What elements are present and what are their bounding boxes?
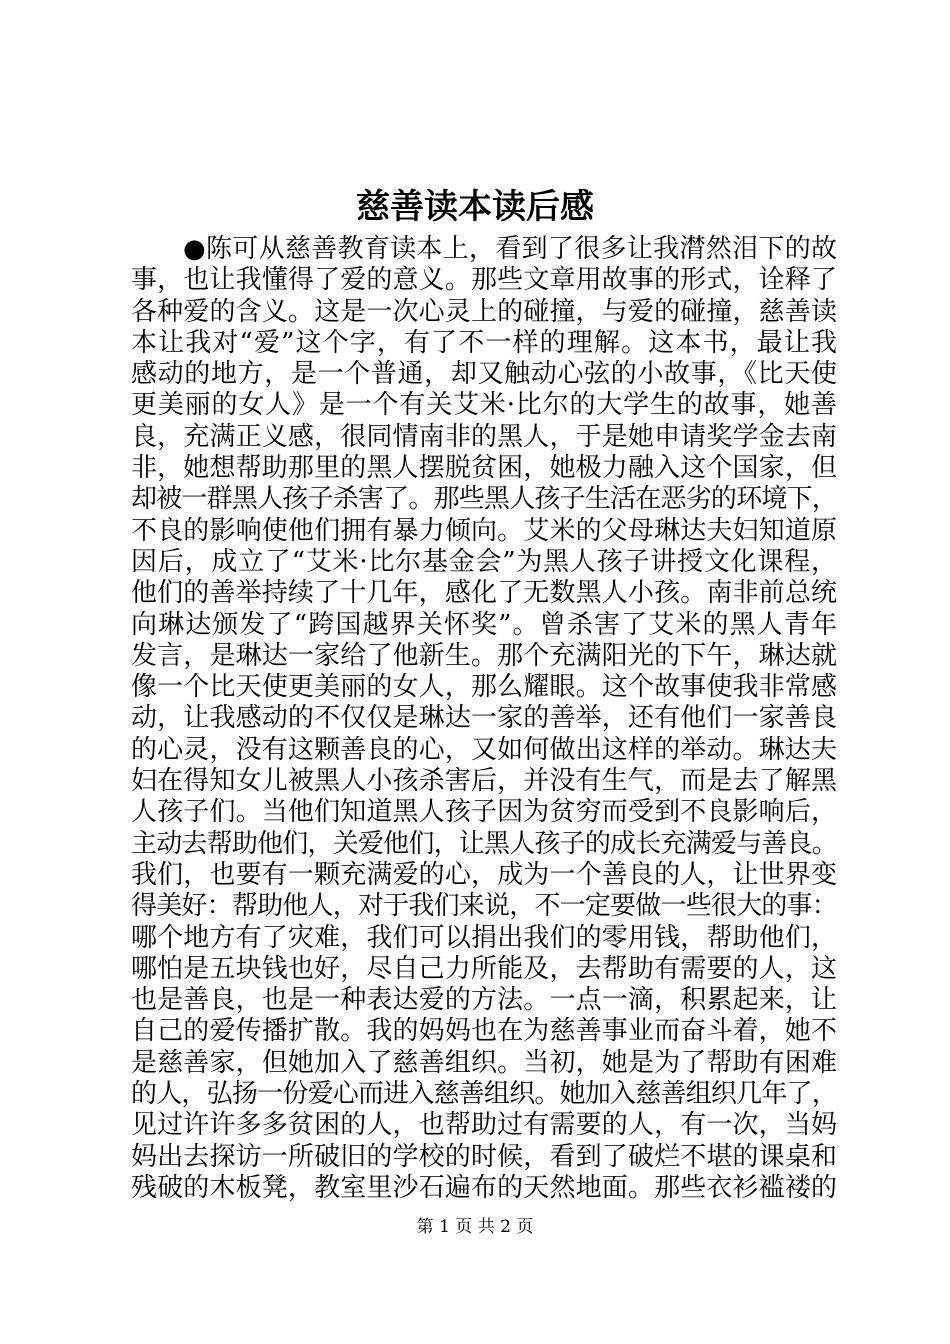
text-line: 因后，成立了“艾米·比尔基金会”为黑人孩子讲授文化课程， — [131, 546, 837, 577]
text-line: 妇在得知女儿被黑人小孩杀害后，并没有生气，而是去了解黑 — [131, 766, 837, 797]
text-line: 残破的木板凳，教室里沙石遍布的天然地面。那些衣衫褴褛的 — [131, 1172, 837, 1203]
text-line: 良，充满正义感，很同情南非的黑人，于是她申请奖学金去南 — [131, 421, 837, 452]
text-line: 得美好：帮助他人，对于我们来说，不一定要做一些很大的事： — [131, 891, 837, 922]
text-line: 妈出去探访一所破旧的学校的时候，看到了破烂不堪的课桌和 — [131, 1141, 837, 1172]
text-line: 像一个比天使更美丽的女人，那么耀眼。这个故事使我非常感 — [131, 672, 837, 703]
body-paragraph — [131, 234, 837, 1204]
text-line: 也是善良，也是一种表达爱的方法。一点一滴，积累起来，让 — [131, 985, 837, 1016]
text-line: 向琳达颁发了“跨国越界关怀奖”。曾杀害了艾米的黑人青年 — [131, 609, 837, 640]
text-line: 事，也让我懂得了爱的意义。那些文章用故事的形式，诠释了 — [131, 265, 837, 296]
text-line: 我们，也要有一颗充满爱的心，成为一个善良的人，让世界变 — [131, 859, 837, 890]
text-line: ●陈可从慈善教育读本上，看到了很多让我潸然泪下的故 — [183, 234, 837, 264]
text-line: 更美丽的女人》是一个有关艾米·比尔的大学生的故事，她善 — [131, 390, 837, 421]
text-line: 人孩子们。当他们知道黑人孩子因为贫穷而受到不良影响后， — [131, 797, 837, 828]
page-title: 慈善读本读后感 — [356, 187, 594, 227]
text-line: 自己的爱传播扩散。我的妈妈也在为慈善事业而奋斗着，她不 — [131, 1016, 837, 1047]
text-line: 是慈善家，但她加入了慈善组织。当初，她是为了帮助有困难 — [131, 1047, 837, 1078]
text-line: 却被一群黑人孩子杀害了。那些黑人孩子生活在恶劣的环境下， — [131, 484, 837, 515]
text-line: 哪怕是五块钱也好，尽自己力所能及，去帮助有需要的人，这 — [131, 953, 837, 984]
text-line: 本让我对“爱”这个字，有了不一样的理解。这本书，最让我 — [131, 327, 837, 358]
text-line: 非，她想帮助那里的黑人摆脱贫困，她极力融入这个国家，但 — [131, 453, 837, 484]
text-line: 主动去帮助他们，关爱他们，让黑人孩子的成长充满爱与善良。 — [131, 828, 837, 859]
text-line: 不良的影响使他们拥有暴力倾向。艾米的父母琳达夫妇知道原 — [131, 515, 837, 546]
text-line: 他们的善举持续了十几年，感化了无数黑人小孩。南非前总统 — [131, 578, 837, 609]
text-line: 动，让我感动的不仅仅是琳达一家的善举，还有他们一家善良 — [131, 703, 837, 734]
text-line: 见过许许多多贫困的人，也帮助过有需要的人，有一次，当妈 — [131, 1110, 837, 1141]
text-line: 感动的地方，是一个普通，却又触动心弦的小故事，《比天使 — [131, 359, 837, 390]
text-line: 哪个地方有了灾难，我们可以捐出我们的零用钱，帮助他们， — [131, 922, 837, 953]
text-line: 各种爱的含义。这是一次心灵上的碰撞，与爱的碰撞，慈善读 — [131, 296, 837, 327]
page-footer: 第 1 页 共 2 页 — [416, 1217, 534, 1237]
text-line: 的心灵，没有这颗善良的心，又如何做出这样的举动。琳达夫 — [131, 734, 837, 765]
text-line: 发言，是琳达一家给了他新生。那个充满阳光的下午，琳达就 — [131, 640, 837, 671]
text-line: 的人，弘扬一份爱心而进入慈善组织。她加入慈善组织几年了， — [131, 1079, 837, 1110]
